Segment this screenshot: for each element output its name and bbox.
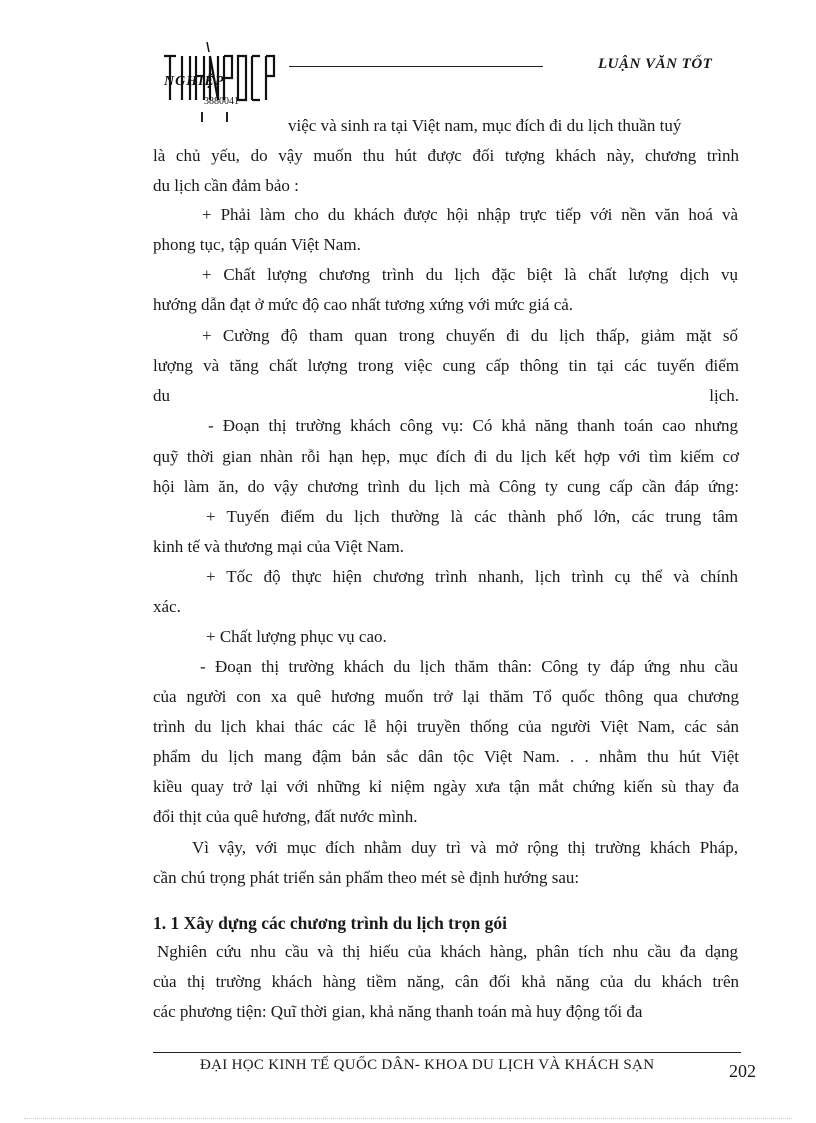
body-line: du lịch cần đảm bảo : <box>153 176 299 195</box>
page-edge-divider <box>24 1118 792 1119</box>
body-line: + Cường độ tham quan trong chuyến đi du lịch thấp, giảm mặt số <box>202 326 738 345</box>
body-line: việc và sinh ra tại Việt nam, mục đích đi du lịch thuần tuý <box>288 116 682 135</box>
page-number: 202 <box>729 1061 756 1081</box>
logo-text: NGHIỆP <box>164 74 225 89</box>
body-line: - Đoạn thị trường khách công vụ: Có khả năng thanh toán cao nhưng <box>208 416 738 435</box>
body-line: xác. <box>153 597 181 616</box>
body-line: + Phải làm cho du khách được hội nhập trực tiếp với nền văn hoá và <box>202 205 738 224</box>
body-line: hướng dẫn đạt ở mức độ cao nhất tương xứng với mức giá cả. <box>153 295 574 314</box>
footer-rule <box>153 1052 741 1053</box>
body-line: phong tục, tập quán Việt Nam. <box>153 235 361 254</box>
body-line: + Chất lượng chương trình du lịch đặc biệt là chất lượng dịch vụ <box>202 265 738 284</box>
footer-text: ĐẠI HỌC KINH TẾ QUỐC DÂN- KHOA DU LỊCH VÀ KHÁCH SẠN <box>200 1057 655 1073</box>
logo-number: 3880041 <box>204 96 239 107</box>
body-line: kiều quay trở lại với những kỉ niệm ngày xưa tận mắt chứng kiến sù thay đa <box>153 777 739 796</box>
body-line: hội làm ăn, do vậy chương trình du lịch mà Công ty cung cấp cần đáp ứng: <box>153 477 739 496</box>
body-line: + Tuyến điểm du lịch thường là các thành phố lớn, các trung tâm <box>206 507 738 526</box>
header-rule <box>289 66 543 67</box>
body-line: Nghiên cứu nhu cầu và thị hiếu của khách hàng, phân tích nhu cầu đa dạng <box>157 942 738 961</box>
body-line: của thị trường khách hàng tiềm năng, cân đối khả năng của du khách trên <box>153 972 739 991</box>
body-line: phẩm du lịch mang đậm bản sắc dân tộc Việt Nam. . . nhằm thu hút Việt <box>153 747 739 766</box>
section-heading: 1. 1 Xây dựng các chương trình du lịch trọn gói <box>153 913 507 933</box>
body-line: trình du lịch khai thác các lễ hội truyền thống của người Việt Nam, các sản <box>153 717 739 736</box>
logo-tick <box>201 112 203 122</box>
body-line: cần chú trọng phát triển sản phẩm theo mét sè định hướng sau: <box>153 868 580 887</box>
logo <box>160 40 282 118</box>
body-line: + Chất lượng phục vụ cao. <box>206 627 387 646</box>
body-line: du lịch. <box>153 386 739 405</box>
body-line: + Tốc độ thực hiện chương trình nhanh, lịch trình cụ thể và chính <box>206 567 738 586</box>
body-line: của người con xa quê hương muốn trở lại thăm Tổ quốc thông qua chương <box>153 687 739 706</box>
body-line: - Đoạn thị trường khách du lịch thăm thân: Công ty đáp ứng nhu cầu <box>200 657 738 676</box>
body-line: quỹ thời gian nhàn rỗi hạn hẹp, mục đích đi du lịch kết hợp với tìm kiếm cơ <box>153 447 739 466</box>
body-line: là chủ yếu, do vậy muốn thu hút được đối tượng khách này, chương trình <box>153 146 739 165</box>
body-line: kinh tế và thương mại của Việt Nam. <box>153 537 405 556</box>
body-line: Vì vậy, với mục đích nhằm duy trì và mở rộng thị trường khách Pháp, <box>192 838 738 857</box>
body-line: lượng và tăng chất lượng trong việc cung cấp thông tin tại các tuyến điểm <box>153 356 739 375</box>
header-title: LUẬN VĂN TỐT <box>598 56 713 72</box>
body-line: đổi thịt của quê hương, đất nước mình. <box>153 807 418 826</box>
body-line: các phương tiện: Quĩ thời gian, khả năng thanh toán mà huy động tối đa <box>153 1002 643 1021</box>
logo-tick <box>226 112 228 122</box>
